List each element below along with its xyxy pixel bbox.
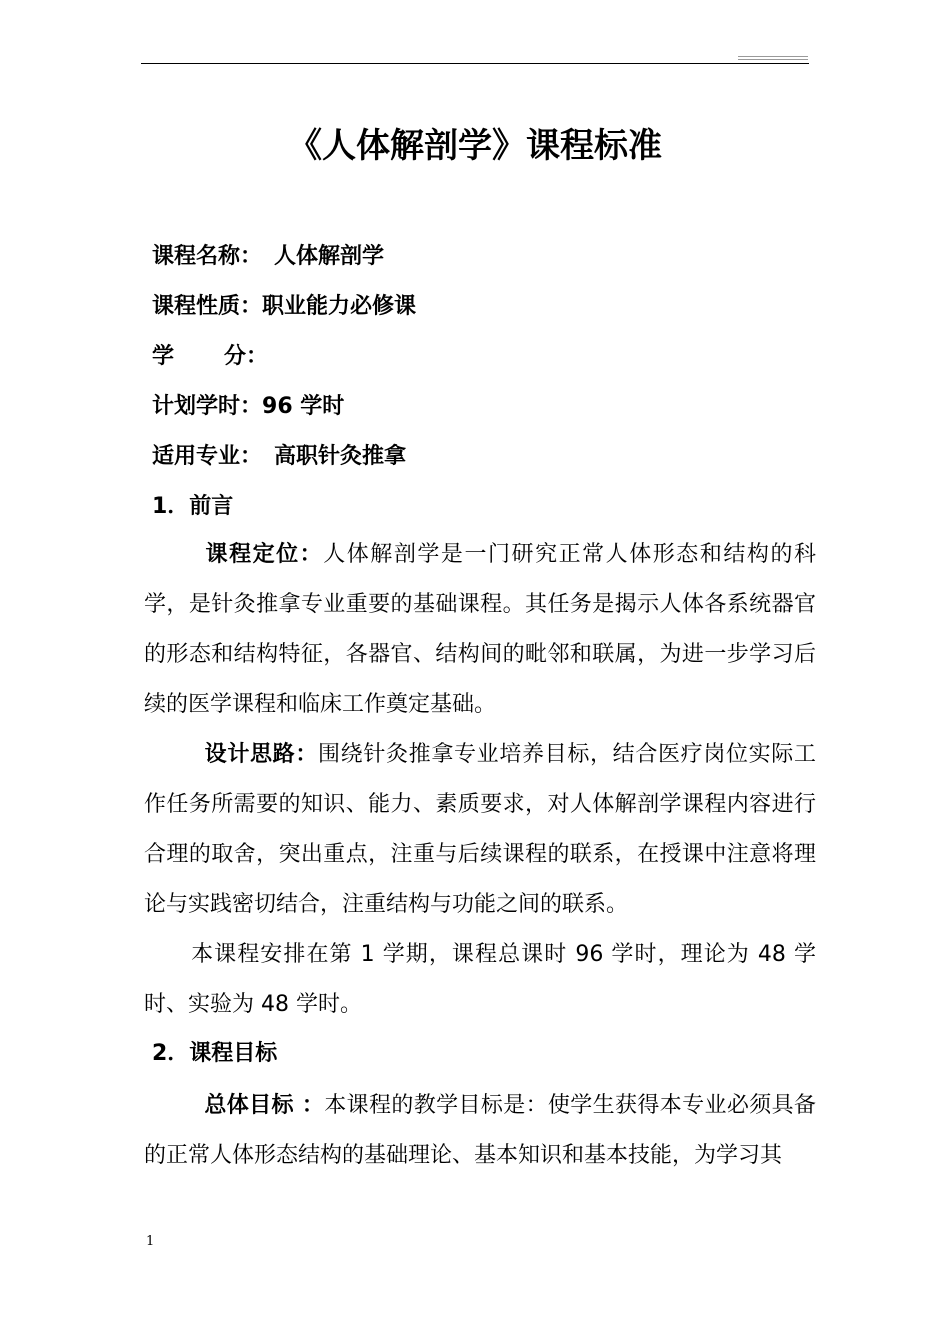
paragraph-text: 本课程的教学目标是：使学生获得本专业必须具备的正常人体形态结构的基础理论、基本知识和基本技能，为学习其 [144,1093,816,1168]
course-name-label: 课程名称： [152,244,263,269]
hours-value: 96 学时 [262,394,345,419]
page-title: 《人体解剖学》课程标准 [288,126,662,166]
hours-label: 计划学时： [152,394,263,419]
paragraph-design-idea [144,730,816,930]
meta-credits [152,342,268,372]
paragraph-lead: 总体目标 ： [204,1093,325,1118]
paragraph-schedule [144,930,816,1030]
major-label: 适用专业： [152,444,263,469]
major-value: 高职针灸推拿 [274,444,407,469]
header-rule [141,63,809,64]
meta-course-nature [152,292,416,322]
meta-hours [152,392,344,422]
meta-course-name [152,242,384,272]
course-nature-label: 课程性质： [152,294,263,319]
credits-label-b: 分： [224,344,269,369]
course-name-value: 人体解剖学 [274,244,385,269]
paragraph-lead: 课程定位： [204,542,324,567]
paragraph-text: 本课程安排在第 1 学期，课程总课时 96 学时，理论为 48 学时、实验为 48 学时。 [144,942,816,1017]
header-mark [738,56,808,57]
course-nature-value: 职业能力必修课 [262,294,417,319]
paragraph-overall-objective [144,1081,816,1181]
paragraph-lead: 设计思路： [204,742,318,767]
paragraph-course-positioning [144,530,816,730]
header-mark [738,59,808,60]
paragraph-text: 人体解剖学是一门研究正常人体形态和结构的科学，是针灸推拿专业重要的基础课程。其任务是揭示人体各系统器官的形态和结构特征，各器官、结构间的毗邻和联属，为进一步学习后续的医学课程和临床工作奠定基础。 [144,542,816,717]
paragraph-text: 围绕针灸推拿专业培养目标，结合医疗岗位实际工作任务所需要的知识、能力、素质要求，对人体解剖学课程内容进行合理的取舍，突出重点，注重与后续课程的联系，在授课中注意将理论与实践密切结合，注重结构与功能之间的联系。 [144,742,816,917]
section-heading-preface: 1．前言 [152,494,234,519]
section-heading-objectives: 2．课程目标 [152,1041,278,1066]
credits-label-a: 学 [152,344,175,369]
meta-major [152,442,406,472]
page-number: 1 [146,1234,155,1249]
